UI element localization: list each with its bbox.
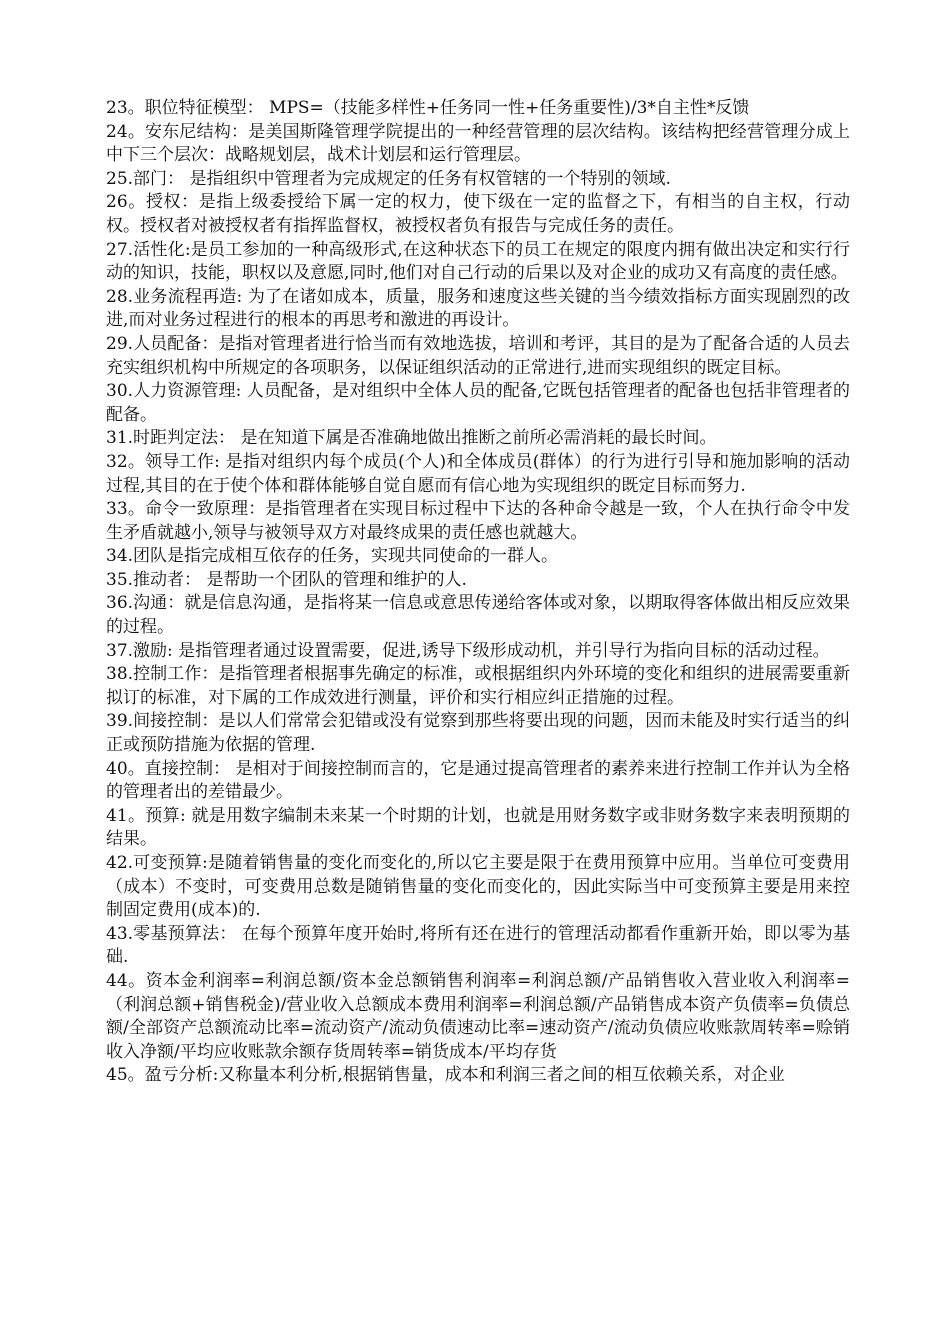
definition-24-anthony-structure: 24。安东尼结构：是美国斯隆管理学院提出的一种经营管理的层次结构。该结构把经营管理分成上中下三个层次：战略规划层，战术计划层和运行管理层。 [106,121,850,166]
definition-25-department: 25.部门： 是指组织中管理者为完成规定的任务有权管辖的一个特别的领域. [106,168,671,189]
definition-43-zero-based-budget: 43.零基预算法： 在每个预算年度开始时,将所有还在进行的管理活动都看作重新开始，即以零为基础. [106,923,850,968]
definition-33-unity-of-command: 33。命令一致原理：是指管理者在实现目标过程中下达的各种命令越是一致，个人在执行命令中发生矛盾就越小,领导与被领导双方对最终成果的责任感也就越大。 [106,499,850,543]
definition-29-staffing: 29.人员配备：是指对管理者进行恰当而有效地选拔，培训和考评，其目的是为了配备合适的人员去充实组织机构中所规定的各项职务，以保证组织活动的正常进行,进而实现组织的既定目标。 [106,333,850,378]
definition-27-empowerment: 27.活性化:是员工参加的一种高级形式,在这种状态下的员工在规定的限度内拥有做出决定和实行行动的知识，技能，职权以及意愿,同时,他们对自己行动的后果以及对企业的成功又有高度的责任感。 [106,239,850,284]
definition-44-financial-ratios: 44。资本金利润率=利润总额/资本金总额销售利润率=利润总额/产品销售收入营业收入利润率=（利润总额+销售税金)/营业收入总额成本费用利润率=利润总额/产品销售成本资产负债率=负债总额/全部资产总额流动比率=流动资产/流动负债速动比率=速动资产/流动负债应收账款周转率=赊销收入净额/平均应收账款余额存货周转率=销货成本/平均存货 [106,970,850,1062]
definition-45-breakeven-analysis: 45。盈亏分析:又称量本利分析,根据销售量，成本和利润三者之间的相互依赖关系，对企业 [106,1065,785,1086]
definition-34-team: 34.团队是指完成相互依存的任务，实现共同使命的一群人。 [106,546,559,567]
definition-36-communication: 36.沟通：就是信息沟通，是指将某一信息或意思传递给客体或对象，以期取得客体做出相反应效果的过程。 [106,593,850,638]
definition-37-motivation: 37.激励: 是指管理者通过设置需要，促进,诱导下级形成动机，并引导行为指向目标的活动过程。 [106,640,830,661]
definition-38-controlling: 38.控制工作：是指管理者根据事先确定的标准，或根据组织内外环境的变化和组织的进展需要重新拟订的标准，对下属的工作成效进行测量，评价和实行相应纠正措施的过程。 [106,664,850,708]
definition-41-budget: 41。预算: 就是用数字编制未来某一个时期的计划，也就是用财务数字或非财务数字来表明预期的结果。 [106,805,850,850]
document-body [106,97,850,1088]
definition-42-variable-budget: 42.可变预算:是随着销售量的变化而变化的,所以它主要是限于在费用预算中应用。当单位可变费用（成本）不变时，可变费用总数是随销售量的变化而变化的，因此实际当中可变预算主要是用来控制固定费用(成本)的. [106,853,850,921]
definition-40-direct-control: 40。直接控制： 是相对于间接控制而言的，它是通过提高管理者的素养来进行控制工作并认为全格的管理者出的差错最少。 [106,758,850,803]
definition-39-indirect-control: 39.间接控制：是以人们常常会犯错或没有觉察到那些将要出现的问题，因而未能及时实行适当的纠正或预防措施为依据的管理. [106,711,850,756]
definition-35-facilitator: 35.推动者： 是帮助一个团队的管理和维护的人. [106,569,467,590]
definition-26-delegation: 26。授权：是指上级委授给下属一定的权力，使下级在一定的监督之下，有相当的自主权，行动权。授权者对被授权者有指挥监督权，被授权者负有报告与完成任务的责任。 [106,192,850,236]
definition-31-time-span: 31.时距判定法： 是在知道下属是否准确地做出推断之前所必需消耗的最长时间。 [106,428,717,449]
definition-32-leadership: 32。领导工作: 是指对组织内每个成员(个人)和全体成员(群体）的行为进行引导和施加影响的活动过程,其目的在于使个体和群体能够自觉自愿而有信心地为实现组织的既定目标而努力. [106,451,850,496]
definition-30-hr-management: 30.人力资源管理: 人员配备，是对组织中全体人员的配备,它既包括管理者的配备也包括非管理者的配备。 [106,381,850,425]
definition-23-mps: 23。职位特征模型： MPS=（技能多样性+任务同一性+任务重要性)/3*自主性*反馈 [106,98,750,118]
definition-28-process-reengineering: 28.业务流程再造: 为了在诸如成本，质量，服务和速度这些关键的当今绩效指标方面实现剧烈的改进,而对业务过程进行的根本的再思考和激进的再设计。 [106,286,850,331]
